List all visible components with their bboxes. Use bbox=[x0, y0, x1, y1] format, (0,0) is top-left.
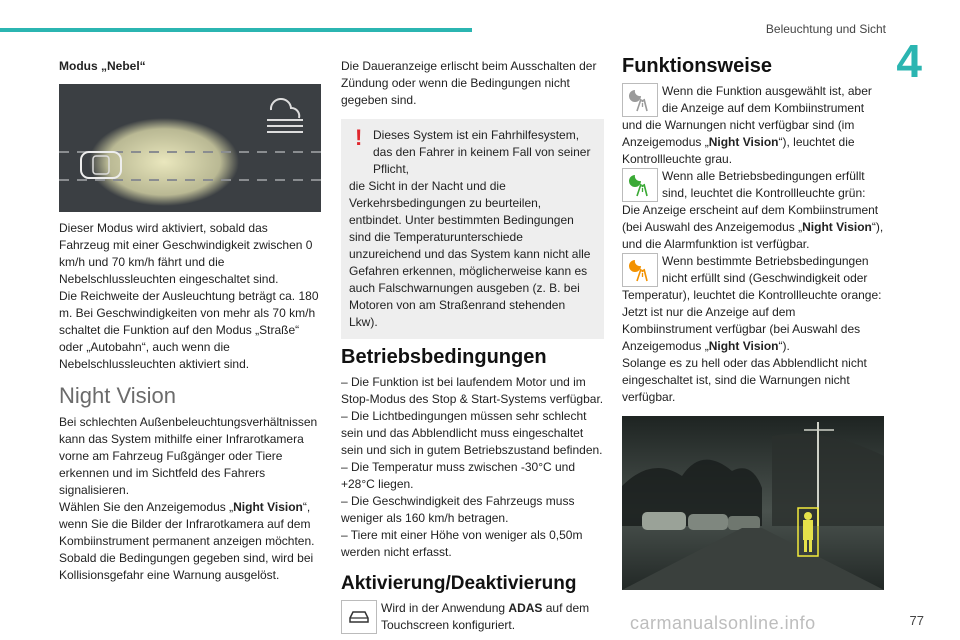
thermal-scene-svg bbox=[622, 416, 884, 590]
night-vision-intro: Bei schlechten Außenbeleuchtungsverhältnissen kann das System mithilfe einer Infrarotkamera vorne am Fahrzeug Fußgänger oder Tiere erkennen und im Sichtfeld des Fahrers signalisieren. bbox=[59, 415, 318, 497]
status-grey-row bbox=[622, 83, 885, 168]
page-number: 77 bbox=[909, 613, 924, 628]
section-title: Beleuchtung und Sicht bbox=[765, 22, 886, 36]
header-accent-bar bbox=[0, 28, 472, 32]
night-vision-term: Night Vision bbox=[708, 339, 779, 353]
night-vision-green-icon-svg bbox=[627, 172, 653, 198]
car-icon bbox=[341, 600, 377, 634]
condition-item: – Die Lichtbedingungen müssen sehr schlecht sein und das Abblendlicht muss eingeschaltet sein und sich in gutem Betriebszustand befinden. bbox=[341, 409, 603, 457]
text-run: “), leuchtet die Kontrollleuchte grau. bbox=[622, 135, 855, 166]
operation-heading: Funktionsweise bbox=[622, 55, 773, 77]
text-run: “, wenn Sie die Bilder der Infrarotkamera auf dem Kombiinstrument permanent anzeigen möchten. bbox=[59, 500, 315, 548]
night-vision-collision-warning: Sobald die Bedingungen gegeben sind, wird bei Kollisionsgefahr eine Warnung ausgelöst. bbox=[59, 551, 314, 582]
activation-row bbox=[341, 600, 604, 634]
status-orange-text bbox=[622, 254, 881, 353]
car-icon-svg bbox=[347, 609, 371, 625]
fog-scene-svg bbox=[59, 84, 321, 212]
fog-mode-text: Dieser Modus wird aktiviert, sobald das Fahrzeug mit einer Geschwindigkeit zwischen 0 km/h und 70 km/h fährt und die Nebelschlussleuchten eingeschaltet sind. bbox=[59, 221, 313, 286]
text-run: auf dem Touchscreen konfiguriert. bbox=[381, 601, 590, 632]
chapter-number: 4 bbox=[896, 35, 922, 87]
night-vision-grey-icon bbox=[622, 83, 658, 117]
adas-term: ADAS bbox=[508, 601, 543, 615]
night-vision-term: Night Vision bbox=[233, 500, 303, 514]
column-middle bbox=[341, 58, 604, 634]
text-run: “), und die Alarmfunktion ist verfügbar. bbox=[622, 220, 884, 251]
status-green-text bbox=[622, 169, 883, 251]
text-run: Wählen Sie den Anzeigemodus „ bbox=[59, 500, 234, 514]
text-run: Wird in der Anwendung bbox=[381, 601, 509, 615]
night-vision-term: Night Vision bbox=[802, 220, 872, 234]
condition-item: – Die Geschwindigkeit des Fahrzeugs muss weniger als 160 km/h betragen. bbox=[341, 494, 575, 525]
night-vision-grey-icon-svg bbox=[627, 87, 653, 113]
thermal-camera-image bbox=[622, 416, 884, 590]
warning-text-rest: die Sicht in der Nacht und die Verkehrsbedingungen zu beurteilen, entbindet. Unter bestimmten Bedingungen sind die Temperaturunterschiede unzureichend und das System kann nicht alle Gefahren erkennen, möglicherweise kann es auch Falschwarnungen ausgeben (z. B. bei Motoren von am Straßenrand stehenden Lkw). bbox=[349, 179, 591, 329]
fog-mode-text-range: Die Reichweite der Ausleuchtung beträgt ca. 180 m. Bei Geschwindigkeiten von mehr als 70 km/h schaltet die Funktion auf den Modus „Straße“ oder „Autobahn“, auch wenn die Nebelschlussleuchten aktiviert sind. bbox=[59, 289, 319, 371]
night-vision-orange-icon bbox=[622, 253, 658, 287]
activation-text bbox=[381, 601, 589, 632]
watermark: carmanualsonline.info bbox=[630, 613, 816, 633]
operating-conditions-heading: Betriebsbedingungen bbox=[341, 346, 547, 368]
text-run: “). bbox=[778, 339, 790, 353]
activation-heading: Aktivierung/Deaktivierung bbox=[341, 573, 577, 594]
night-vision-orange-icon-svg bbox=[627, 257, 653, 283]
night-vision-green-icon bbox=[622, 168, 658, 202]
text-run: Wenn alle Betriebsbedingungen erfüllt sind, leuchtet die Kontrollleuchte grün: Die Anzeige erscheint auf dem Kombiinstrument (bei Auswahl des Anzeigemodus „ bbox=[622, 169, 879, 234]
status-grey-text bbox=[622, 84, 872, 166]
warning-exclamation-icon: ! bbox=[355, 125, 363, 150]
display-off-text: Die Daueranzeige erlischt beim Ausschalten der Zündung oder wenn die Bedingungen nicht gegeben sind. bbox=[341, 59, 597, 107]
column-right bbox=[622, 55, 885, 590]
warning-box bbox=[341, 119, 604, 339]
warning-text-first: Dieses System ist ein Fahrhilfesystem, das den Fahrer in keinem Fall von seiner Pflicht, bbox=[373, 128, 591, 176]
condition-item: – Die Temperatur muss zwischen -30°C und +28°C liegen. bbox=[341, 460, 576, 491]
condition-item: – Die Funktion ist bei laufendem Motor und im Stop-Modus des Stop & Start-Systems verfügbar. bbox=[341, 375, 604, 406]
warnings-unavailable-text: Solange es zu hell oder das Abblendlicht nicht eingeschaltet ist, sind die Warnungen nicht verfügbar. bbox=[622, 356, 867, 404]
night-vision-display-mode bbox=[59, 499, 321, 550]
night-vision-term: Night Vision bbox=[708, 135, 779, 149]
condition-item: – Tiere mit einer Höhe von weniger als 0,50m werden nicht erfasst. bbox=[341, 528, 583, 559]
text-run: Wenn bestimmte Betriebsbedingungen nicht erfüllt sind (Geschwindigkeit oder Temperatur), leuchtet die Kontrollleuchte orange: Jetzt ist nur die Anzeige auf dem Kombiinstrument verfügbar (bei Auswahl des Anzeigemodus „ bbox=[622, 254, 882, 353]
column-left bbox=[59, 58, 321, 584]
fog-mode-illustration bbox=[59, 84, 321, 212]
status-orange-row bbox=[622, 253, 885, 355]
status-green-row bbox=[622, 168, 885, 253]
text-run: Wenn die Funktion ausgewählt ist, aber die Anzeige auf dem Kombiinstrument und die Warnungen nicht verfügbar sind (im Anzeigemodus „ bbox=[622, 84, 872, 149]
fog-mode-heading: Modus „Nebel“ bbox=[59, 59, 146, 73]
night-vision-heading: Night Vision bbox=[59, 383, 176, 408]
